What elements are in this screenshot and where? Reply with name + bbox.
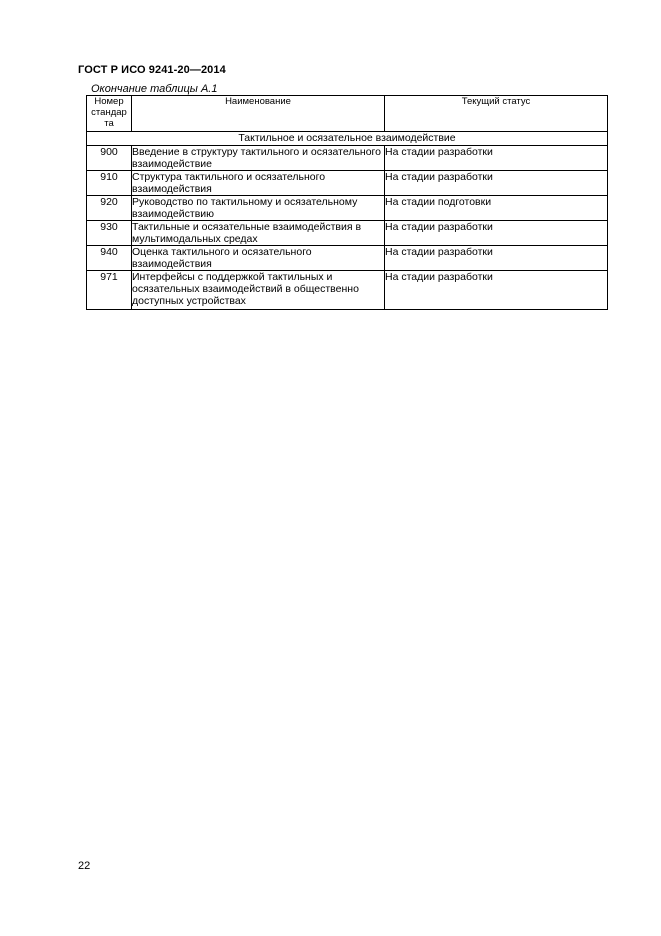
standard-number-cell: 971 (87, 271, 132, 310)
column-header-number: Номер стандар та (87, 96, 132, 132)
page-number: 22 (78, 860, 91, 872)
standard-name-cell: Интерфейсы с поддержкой тактильных и осязательных взаимодействий в общественно доступных устройствах (132, 271, 385, 310)
standard-status-cell: На стадии разработки (385, 146, 608, 171)
standard-status-cell: На стадии разработки (385, 221, 608, 246)
standard-name-cell: Введение в структуру тактильного и осязательного взаимодействие (132, 146, 385, 171)
standard-status-cell: На стадии разработки (385, 271, 608, 310)
standard-name-cell: Руководство по тактильному и осязательному взаимодействию (132, 196, 385, 221)
table-header-row (87, 96, 608, 132)
standard-status-cell: На стадии разработки (385, 171, 608, 196)
table-row (87, 246, 608, 271)
table-row (87, 171, 608, 196)
standards-table (86, 95, 608, 310)
standard-number-cell: 940 (87, 246, 132, 271)
standard-name-cell: Тактильные и осязательные взаимодействия в мультимодальных средах (132, 221, 385, 246)
table-row (87, 221, 608, 246)
standard-name-cell: Оценка тактильного и осязательного взаимодействия (132, 246, 385, 271)
standard-number-cell: 900 (87, 146, 132, 171)
standard-number-cell: 920 (87, 196, 132, 221)
column-header-status: Текущий статус (385, 96, 608, 132)
section-title: Тактильное и осязательное взаимодействие (87, 132, 608, 146)
table-row (87, 146, 608, 171)
standard-number-cell: 910 (87, 171, 132, 196)
table-row (87, 196, 608, 221)
standard-name-cell: Структура тактильного и осязательного взаимодействия (132, 171, 385, 196)
section-row (87, 132, 608, 146)
standard-status-cell: На стадии разработки (385, 246, 608, 271)
table-caption: Окончание таблицы А.1 (91, 83, 218, 95)
column-header-name: Наименование (132, 96, 385, 132)
standard-number-cell: 930 (87, 221, 132, 246)
standard-status-cell: На стадии подготовки (385, 196, 608, 221)
document-id-header: ГОСТ Р ИСО 9241-20—2014 (78, 64, 226, 76)
table-row (87, 271, 608, 310)
